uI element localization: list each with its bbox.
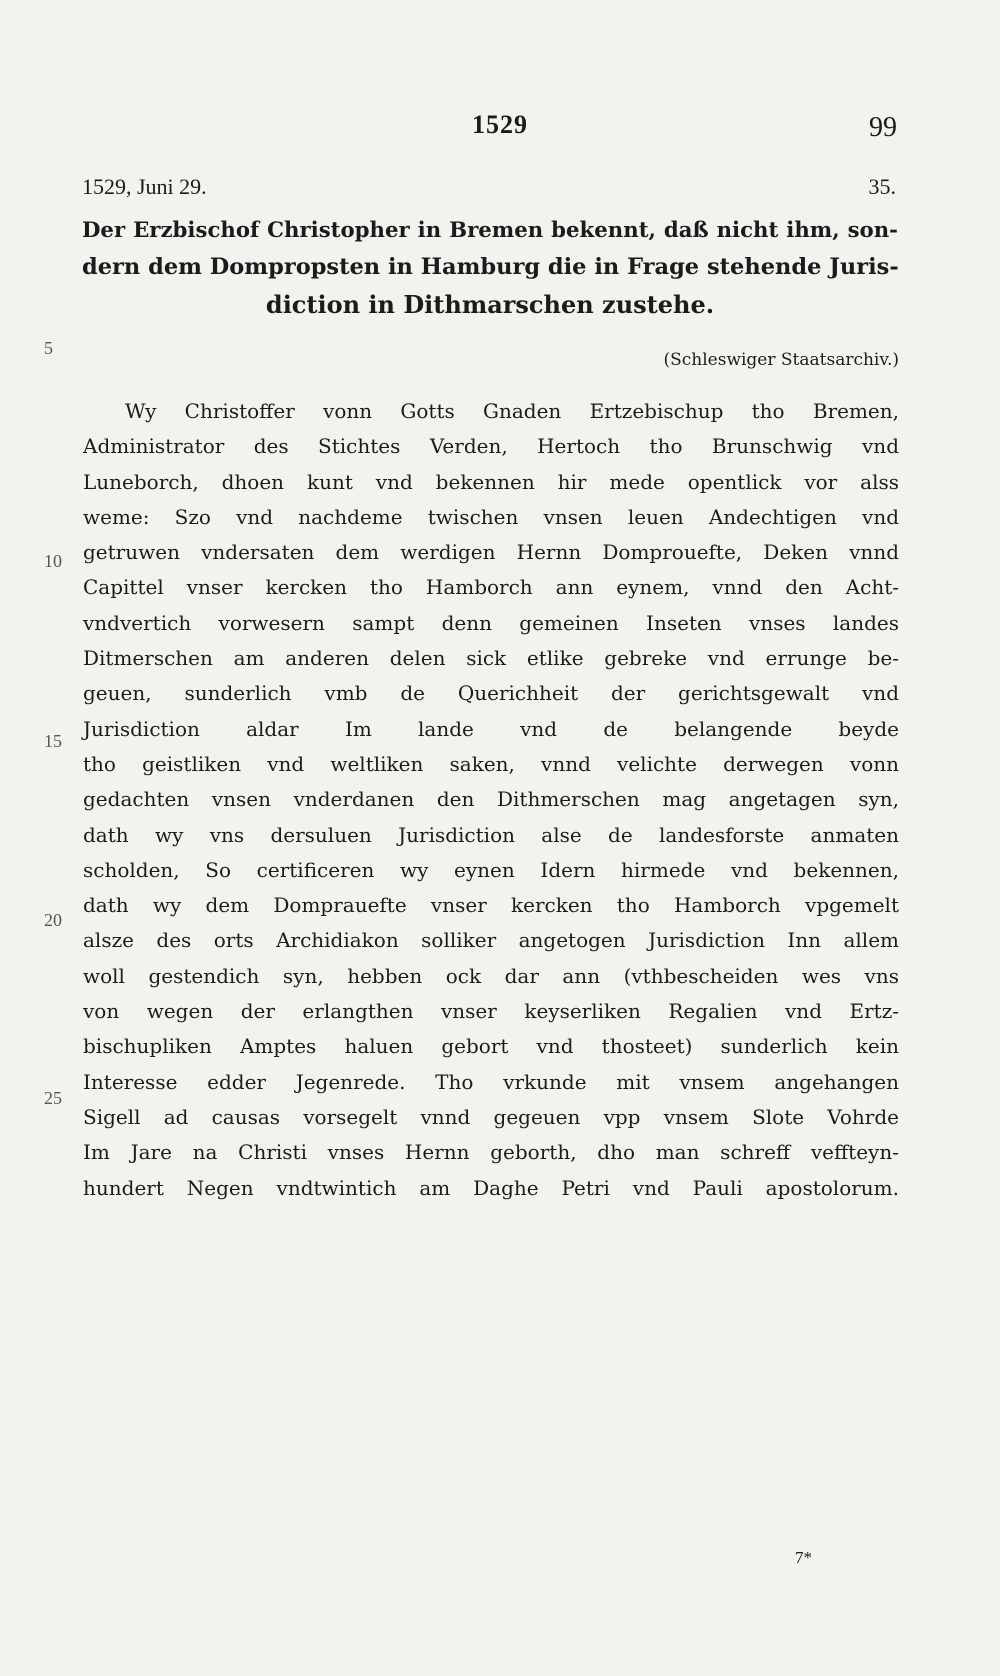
signature-mark: 7* (795, 1548, 812, 1567)
text-line: bischupliken Amptes haluen gebort vnd thosteet) sunderlich kein (83, 1034, 899, 1059)
text-line: von wegen der erlangthen vnser keyserliken Regalien vnd Ertz- (83, 999, 899, 1024)
line-number-20: 20 (44, 910, 62, 930)
text-line: dath wy vns dersuluen Jurisdiction alse de landesforste anmaten (83, 822, 899, 847)
text-line: weme: Szo vnd nachdeme twischen vnsen leuen Andechtigen vnd (83, 504, 899, 529)
line-number-10: 10 (44, 551, 62, 571)
text-line: vndvertich vorwesern sampt denn gemeinen Inseten vnses landes (83, 610, 899, 635)
document-heading (82, 212, 898, 323)
text-line: Wy Christoffer vonn Gotts Gnaden Ertzebischup tho Bremen, (125, 399, 899, 423)
heading-line: dern dem Dompropsten in Hamburg die in Frage stehende Juris- (82, 254, 899, 280)
text-line: Administrator des Stichtes Verden, Hertoch tho Brunschwig vnd (83, 434, 899, 459)
text-line: alsze des orts Archidiakon solliker angetogen Jurisdiction Inn allem (83, 928, 899, 953)
text-line: Interesse edder Jegenrede. Tho vrkunde mit vnsem angehangen (83, 1069, 899, 1094)
text-line: dath wy dem Domprauefte vnser kercken tho Hamborch vpgemelt (83, 893, 899, 918)
text-line: gedachten vnsen vnderdanen den Dithmerschen mag angetagen syn, (83, 787, 899, 812)
text-line: Capittel vnser kercken tho Hamborch ann eynem, vnnd den Acht- (83, 575, 899, 600)
source-note: (Schleswiger Staatsarchiv.) (663, 350, 899, 370)
text-line: Luneborch, dhoen kunt vnd bekennen hir mede opentlick vor alss (83, 469, 899, 494)
text-line: geuen, sunderlich vmb de Querichheit der gerichtsgewalt vnd (83, 681, 899, 706)
text-line: hundert Negen vndtwintich am Daghe Petri vnd Pauli apostolorum. (83, 1175, 899, 1200)
text-line: Im Jare na Christi vnses Hernn geborth, dho man schreff veffteyn- (83, 1140, 899, 1165)
text-line: Jurisdiction aldar Im lande vnd de belangende beyde (83, 716, 899, 741)
line-number-5: 5 (44, 338, 53, 358)
text-line: tho geistliken vnd weltliken saken, vnnd velichte derwegen vonn (83, 751, 899, 776)
running-header-year: 1529 (472, 110, 528, 139)
text-line: scholden, So certificeren wy eynen Idern hirmede vnd bekennen, (83, 857, 899, 882)
text-line: Sigell ad causas vorsegelt vnnd gegeuen vpp vnsem Slote Vohrde (83, 1104, 899, 1129)
document-number: 35. (868, 174, 896, 199)
document-date: 1529, Juni 29. (82, 174, 207, 199)
document-body-text (83, 394, 899, 1206)
line-number-15: 15 (44, 731, 62, 751)
text-line: getruwen vndersaten dem werdigen Hernn Domprouefte, Deken vnnd (83, 540, 899, 565)
page-number: 99 (869, 112, 897, 143)
heading-line: diction in Dithmarschen zustehe. (265, 290, 715, 319)
line-number-25: 25 (44, 1088, 62, 1108)
text-line: woll gestendich syn, hebben ock dar ann (vthbescheiden wes vns (83, 963, 899, 988)
heading-line: Der Erzbischof Christopher in Bremen bekennt, daß nicht ihm, son- (82, 218, 898, 243)
text-line: Ditmerschen am anderen delen sick etlike gebreke vnd errunge be- (83, 646, 899, 671)
